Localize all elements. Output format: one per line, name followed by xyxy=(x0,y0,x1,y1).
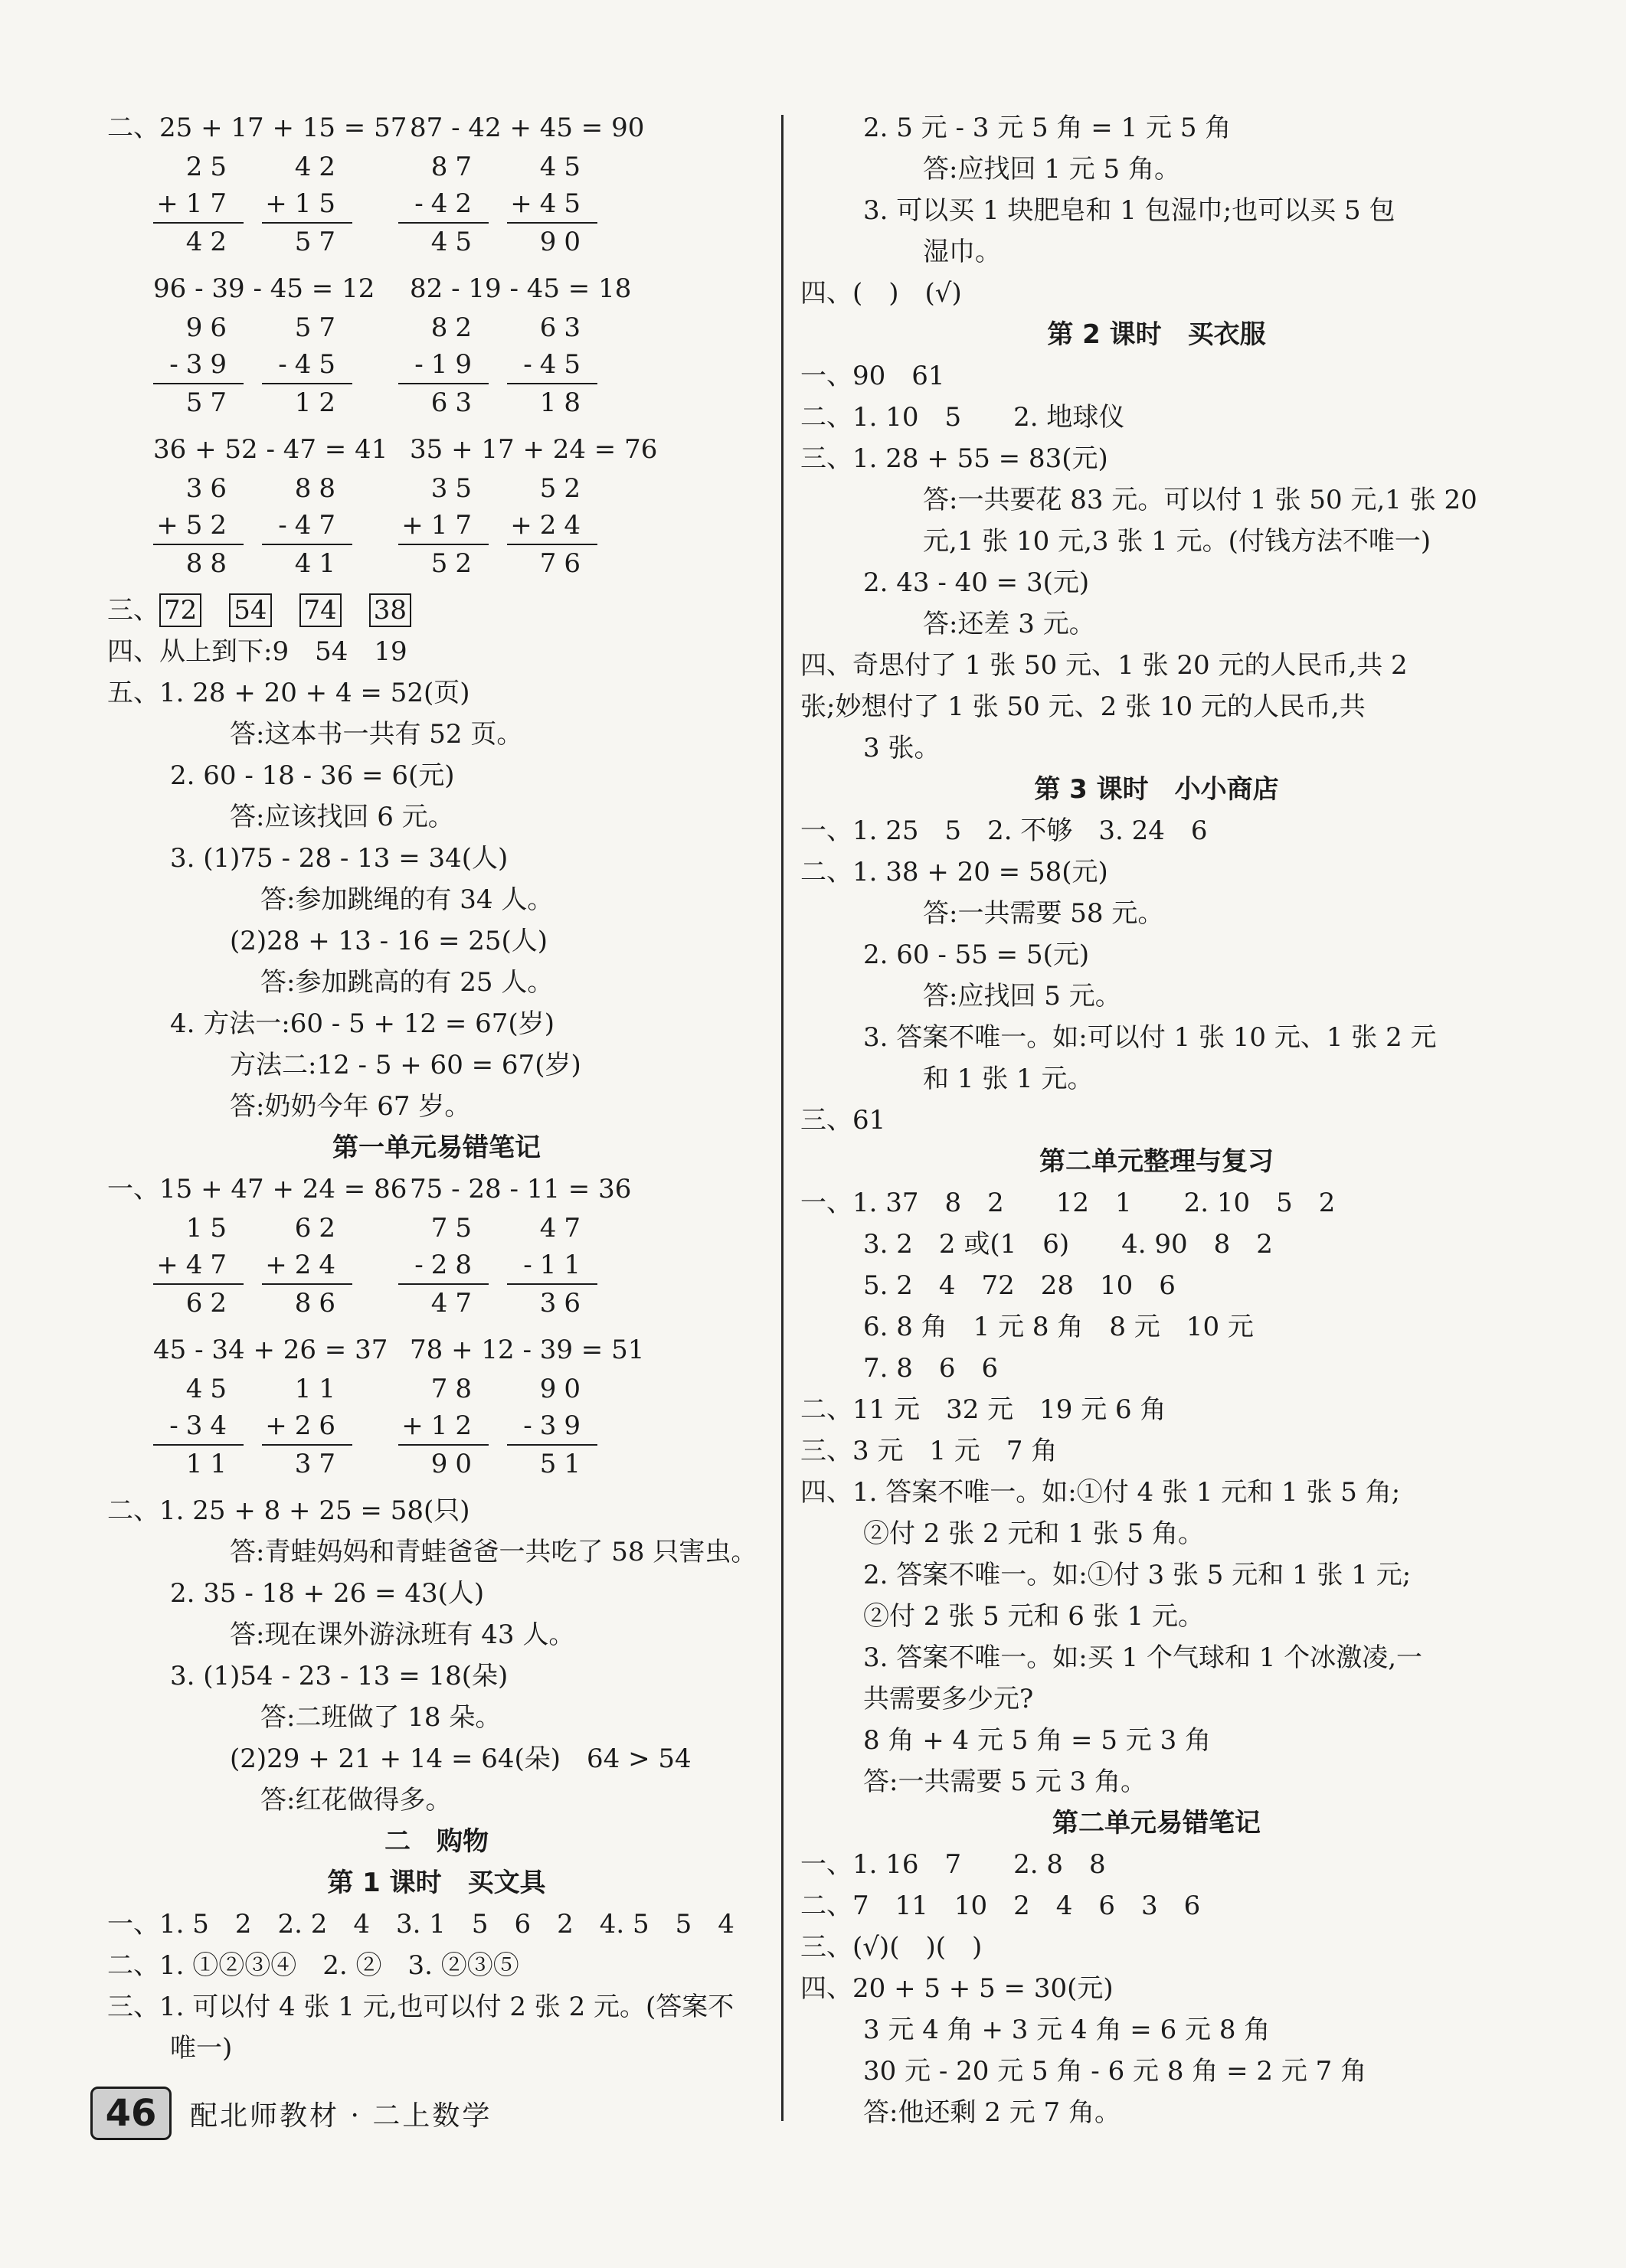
answer-line: 8 角 + 4 元 5 角 = 5 元 3 角 xyxy=(863,1725,1212,1756)
answer-line: 元,1 张 10 元,3 张 1 元。(付钱方法不唯一) xyxy=(923,526,1431,557)
answer-line: 四、从上到下:9 54 19 xyxy=(107,636,407,667)
vertical-calc: 35 +17 52 xyxy=(398,470,489,587)
answer-line: 3 元 4 角 + 3 元 4 角 = 6 元 8 角 xyxy=(863,2015,1271,2045)
answer-line: 答:还差 3 元。 xyxy=(923,609,1095,639)
equation: 35 + 17 + 24 = 76 xyxy=(410,434,658,465)
answer-line: 一、1. 25 5 2. 不够 3. 24 6 xyxy=(800,815,1208,846)
answer-line: 2. 5 元 - 3 元 5 角 = 1 元 5 角 xyxy=(863,113,1232,143)
answer-line: 答:应找回 5 元。 xyxy=(923,981,1121,1011)
equation-row xyxy=(107,1329,766,1371)
answer-line: 答:应找回 1 元 5 角。 xyxy=(923,154,1180,185)
vertical-calc: 15 +47 62 xyxy=(153,1210,244,1326)
answer-line: 一、1. 16 7 2. 8 8 xyxy=(800,1849,1106,1880)
equation: 75 - 28 - 11 = 36 xyxy=(410,1174,632,1204)
answer-line: 一、1. 37 8 2 12 1 2. 10 5 2 xyxy=(800,1188,1336,1218)
section-heading: 第二单元易错笔记 xyxy=(1052,1808,1261,1838)
answer-line: 二、11 元 32 元 19 元 6 角 xyxy=(800,1394,1166,1425)
column-divider xyxy=(781,115,784,2121)
vertical-calc-row xyxy=(107,1371,766,1487)
answer-line: 答:青蛙妈妈和青蛙爸爸一共吃了 58 只害虫。 xyxy=(230,1537,757,1567)
answer-line: 7. 8 6 6 xyxy=(863,1353,999,1384)
vertical-calc-row xyxy=(107,309,766,426)
answer-line: 答:一共需要 5 元 3 角。 xyxy=(863,1766,1147,1797)
answer-line: 二、1. 25 + 8 + 25 = 58(只) xyxy=(107,1495,470,1526)
vertical-calc: 45 +45 90 xyxy=(507,149,597,265)
answer-box: 72 xyxy=(159,593,201,627)
answer-line: 三、3 元 1 元 7 角 xyxy=(800,1436,1058,1466)
equation-row xyxy=(107,429,766,470)
vertical-calc-row xyxy=(107,1210,766,1326)
answer-line: 和 1 张 1 元。 xyxy=(923,1064,1094,1094)
answer-line: 二、7 11 10 2 4 6 3 6 xyxy=(800,1891,1201,1921)
vertical-calc: 90 -39 51 xyxy=(507,1371,597,1487)
vertical-calc: 75 -28 47 xyxy=(398,1210,489,1326)
answer-box: 38 xyxy=(369,593,411,627)
section-heading: 第二单元整理与复习 xyxy=(1039,1146,1274,1177)
answer-line: 答:一共要花 83 元。可以付 1 张 50 元,1 张 20 xyxy=(923,485,1477,515)
answer-line: 答:一共需要 58 元。 xyxy=(923,898,1164,929)
answer-line: 湿巾。 xyxy=(923,237,1001,267)
vertical-calc: 25 +17 42 xyxy=(153,149,244,265)
vertical-calc: 82 -19 63 xyxy=(398,309,489,426)
answer-line: 二、1. 10 5 2. 地球仪 xyxy=(800,402,1125,433)
answer-line: (2)28 + 13 - 16 = 25(人) xyxy=(230,926,548,956)
equation-row xyxy=(107,107,766,149)
vertical-calc: 78 +12 90 xyxy=(398,1371,489,1487)
answer-line: 共需要多少元? xyxy=(863,1684,1034,1714)
answer-line: 四、奇思付了 1 张 50 元、1 张 20 元的人民币,共 2 xyxy=(800,650,1408,681)
answer-line: 一、1. 5 2 2. 2 4 3. 1 5 6 2 4. 5 5 4 xyxy=(107,1909,734,1940)
vertical-calc: 45 -34 11 xyxy=(153,1371,244,1487)
answer-line: 3. 2 2 或(1 6) 4. 90 8 2 xyxy=(863,1229,1273,1260)
answer-line: (2)29 + 21 + 14 = 64(朵) 64 > 54 xyxy=(230,1743,692,1774)
vertical-calc: 52 +24 76 xyxy=(507,470,597,587)
answer-line: 3. 答案不唯一。如:买 1 个气球和 1 个冰激凌,一 xyxy=(863,1642,1423,1673)
answer-line: 答:参加跳高的有 25 人。 xyxy=(260,967,554,998)
answer-line: 答:他还剩 2 元 7 角。 xyxy=(863,2097,1121,2128)
equation: 一、15 + 47 + 24 = 86 xyxy=(107,1174,407,1204)
answer-line: 四、20 + 5 + 5 = 30(元) xyxy=(800,1973,1114,2004)
vertical-calc: 87 -42 45 xyxy=(398,149,489,265)
answer-line: 2. 43 - 40 = 3(元) xyxy=(863,567,1090,598)
answer-line: 2. 答案不唯一。如:①付 3 张 5 元和 1 张 1 元; xyxy=(863,1560,1412,1590)
answer-line: 答:奶奶今年 67 岁。 xyxy=(230,1091,471,1122)
vertical-calc: 96 -39 57 xyxy=(153,309,244,426)
page-number-badge: 46 xyxy=(90,2087,172,2140)
answer-line: 三、61 xyxy=(800,1105,886,1136)
equation: 45 - 34 + 26 = 37 xyxy=(153,1335,388,1365)
equation: 78 + 12 - 39 = 51 xyxy=(410,1335,645,1365)
answer-line: 30 元 - 20 元 5 角 - 6 元 8 角 = 2 元 7 角 xyxy=(863,2056,1367,2087)
answer-line: 一、90 61 xyxy=(800,361,945,391)
answer-line: 3. (1)54 - 23 - 13 = 18(朵) xyxy=(170,1661,509,1691)
equation-row xyxy=(107,268,766,309)
vertical-calc: 62 +24 86 xyxy=(262,1210,352,1326)
section-heading: 第 2 课时 买衣服 xyxy=(1047,319,1266,350)
answer-line: 二、1. ①②③④ 2. ② 3. ②③⑤ xyxy=(107,1950,519,1981)
section-heading: 第 1 课时 买文具 xyxy=(327,1868,546,1898)
answer-line: 答:这本书一共有 52 页。 xyxy=(230,719,523,750)
answer-box: 54 xyxy=(229,593,271,627)
answer-box: 74 xyxy=(299,593,342,627)
equation-row xyxy=(107,1168,766,1210)
vertical-calc-row xyxy=(107,149,766,265)
answer-line: 6. 8 角 1 元 8 角 8 元 10 元 xyxy=(863,1312,1254,1342)
answer-line: 四、( ) (√) xyxy=(800,278,962,309)
answer-line: 2. 60 - 55 = 5(元) xyxy=(863,940,1090,970)
answer-line: ②付 2 张 5 元和 6 张 1 元。 xyxy=(863,1601,1204,1632)
footer-text: 配北师教材 · 二上数学 xyxy=(190,2100,492,2132)
section-heading: 第 3 课时 小小商店 xyxy=(1034,774,1279,805)
equation: 二、25 + 17 + 15 = 57 xyxy=(107,113,407,143)
vertical-calc: 88 -47 41 xyxy=(262,470,352,587)
answer-line: 四、1. 答案不唯一。如:①付 4 张 1 元和 1 张 5 角; xyxy=(800,1477,1401,1508)
answer-line: 2. 60 - 18 - 36 = 6(元) xyxy=(170,760,455,791)
boxed-answers: 三、 72 54 74 38 xyxy=(107,590,766,631)
right-column xyxy=(800,107,1513,2133)
answer-line: 二、1. 38 + 20 = 58(元) xyxy=(800,857,1108,887)
vertical-calc: 36 +52 88 xyxy=(153,470,244,587)
answer-line: 3 张。 xyxy=(863,733,941,763)
answer-line: 答:参加跳绳的有 34 人。 xyxy=(260,884,554,915)
left-column xyxy=(107,107,766,2069)
vertical-calc: 57 -45 12 xyxy=(262,309,352,426)
vertical-calc: 47 -11 36 xyxy=(507,1210,597,1326)
equation: 96 - 39 - 45 = 12 xyxy=(153,273,375,304)
answer-line: 五、1. 28 + 20 + 4 = 52(页) xyxy=(107,678,470,708)
vertical-calc: 42 +15 57 xyxy=(262,149,352,265)
answer-line: 三、1. 可以付 4 张 1 元,也可以付 2 张 2 元。(答案不 xyxy=(107,1992,734,2022)
answer-line: 三、1. 28 + 55 = 83(元) xyxy=(800,443,1108,474)
answer-line: 三、(√)( )( ) xyxy=(800,1932,983,1962)
answer-line: 5. 2 4 72 28 10 6 xyxy=(863,1270,1176,1301)
answer-line: 张;妙想付了 1 张 50 元、2 张 10 元的人民币,共 xyxy=(800,691,1366,722)
answer-line: 2. 35 - 18 + 26 = 43(人) xyxy=(170,1578,485,1609)
page-footer xyxy=(90,2083,492,2144)
vertical-calc: 11 +26 37 xyxy=(262,1371,352,1487)
section-heading: 二 购物 xyxy=(384,1826,489,1857)
answer-line: ②付 2 张 2 元和 1 张 5 角。 xyxy=(863,1518,1204,1549)
answer-line: 4. 方法一:60 - 5 + 12 = 67(岁) xyxy=(170,1008,555,1039)
vertical-calc-row xyxy=(107,470,766,587)
equation: 36 + 52 - 47 = 41 xyxy=(153,434,388,465)
answer-line: 3. 答案不唯一。如:可以付 1 张 10 元、1 张 2 元 xyxy=(863,1022,1437,1053)
answer-line: 答:现在课外游泳班有 43 人。 xyxy=(230,1619,575,1650)
equation: 82 - 19 - 45 = 18 xyxy=(410,273,632,304)
answer-line: 答:应该找回 6 元。 xyxy=(230,802,454,832)
answer-line: 3. (1)75 - 28 - 13 = 34(人) xyxy=(170,843,509,874)
section-heading: 第一单元易错笔记 xyxy=(332,1132,541,1163)
answer-line: 3. 可以买 1 块肥皂和 1 包湿巾;也可以买 5 包 xyxy=(863,195,1395,226)
answer-line: 答:二班做了 18 朵。 xyxy=(260,1702,502,1733)
answer-line: 答:红花做得多。 xyxy=(260,1785,452,1815)
vertical-calc: 63 -45 18 xyxy=(507,309,597,426)
answer-line: 方法二:12 - 5 + 60 = 67(岁) xyxy=(230,1050,581,1080)
equation: 87 - 42 + 45 = 90 xyxy=(410,113,645,143)
answer-line: 唯一) xyxy=(170,2033,233,2064)
